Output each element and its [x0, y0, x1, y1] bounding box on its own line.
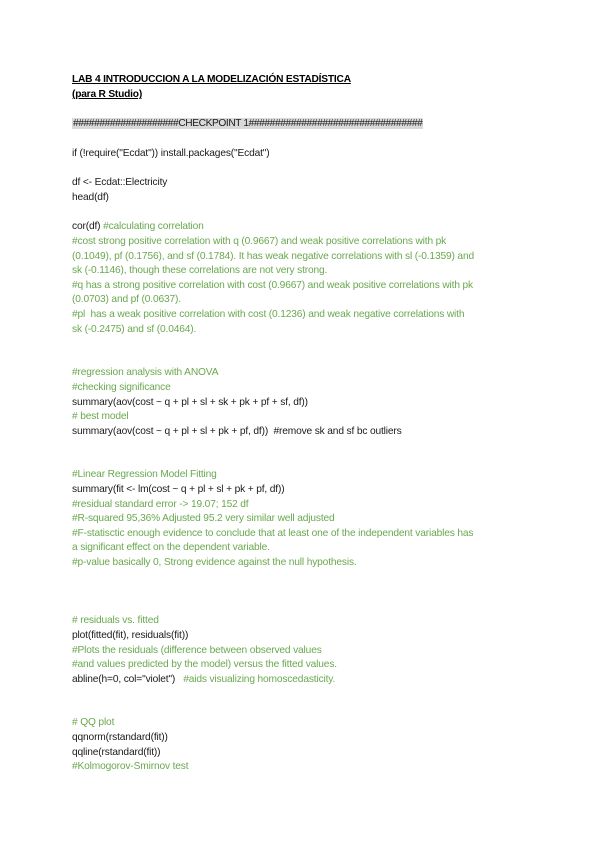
comment-plots-1: #Plots the residuals (difference between observed values	[72, 645, 322, 656]
abline-comment: #aids visualizing homoscedasticity.	[183, 674, 336, 685]
comment-q-2: (0.0703) and pf (0.0637).	[72, 294, 181, 305]
cor-comment: #calculating correlation	[103, 221, 204, 232]
comment-rse: #residual standard error -> 19.07; 152 df	[72, 499, 249, 510]
doc-title: LAB 4 INTRODUCCION A LA MODELIZACIÓN ESTADÍSTICA	[72, 74, 351, 85]
aov-best-comment: #remove sk and sf bc outliers	[273, 426, 402, 437]
comment-best-model: # best model	[72, 411, 129, 422]
comment-pl-2: sk (-0.2475) and sf (0.0464).	[72, 324, 197, 335]
code-lm: summary(fit <- lm(cost ~ q + pl + sl + pk + pf, df))	[72, 484, 285, 495]
comment-cost-3: sk (-0.1146), though these correlations are not very strong.	[72, 265, 328, 276]
checkpoint-highlight: ####################CHECKPOINT 1#################################	[73, 118, 423, 129]
comment-cost-1: #cost strong positive correlation with q (0.9667) and weak positive correlations with pk	[72, 236, 447, 247]
comment-lm: #Linear Regression Model Fitting	[72, 469, 217, 480]
comment-cost-2: (0.1049), pf (0.1756), and sf (0.1784). It has weak negative correlations with sl (-0.1359) and	[72, 251, 474, 262]
abline-code: abline(h=0, col="violet")	[72, 674, 184, 685]
code-aov-best	[72, 424, 402, 439]
code-df-assign: df <- Ecdat::Electricity	[72, 177, 168, 188]
comment-significance: #checking significance	[72, 382, 171, 393]
code-plot: plot(fitted(fit), residuals(fit))	[72, 630, 189, 641]
aov-best-code: summary(aov(cost ~ q + pl + sl + pk + pf, df))	[72, 426, 274, 437]
comment-q-1: #q has a strong positive correlation with cost (0.9667) and weak positive correlations with pk	[72, 280, 473, 291]
code-cor	[72, 219, 204, 234]
comment-pl-1: #pl has a weak positive correlation with cost (0.1236) and weak negative correlations with	[72, 309, 465, 320]
comment-fstat-1: #F-statisctic enough evidence to conclude that at least one of the independent variables has	[72, 528, 474, 539]
checkpoint-header	[72, 116, 423, 131]
code-aov-full: summary(aov(cost ~ q + pl + sl + sk + pk + pf + sf, df))	[72, 397, 308, 408]
code-qqnorm: qqnorm(rstandard(fit))	[72, 732, 168, 743]
comment-ks: #Kolmogorov-Smirnov test	[72, 761, 189, 772]
code-qqline: qqline(rstandard(fit))	[72, 747, 161, 758]
comment-anova: #regression analysis with ANOVA	[72, 367, 219, 378]
comment-rsq: #R-squared 95,36% Adjusted 95.2 very similar well adjusted	[72, 513, 335, 524]
code-abline	[72, 672, 335, 687]
doc-subtitle: (para R Studio)	[72, 89, 143, 100]
comment-qq: # QQ plot	[72, 717, 115, 728]
comment-fstat-2: a significant effect on the dependent variable.	[72, 542, 270, 553]
comment-pvalue: #p-value basically 0, Strong evidence against the null hypothesis.	[72, 557, 357, 568]
code-head: head(df)	[72, 192, 109, 203]
comment-residuals: # residuals vs. fitted	[72, 615, 159, 626]
code-install: if (!require("Ecdat")) install.packages("Ecdat")	[72, 148, 270, 159]
comment-plots-2: #and values predicted by the model) versus the fitted values.	[72, 659, 337, 670]
cor-code: cor(df)	[72, 221, 104, 232]
